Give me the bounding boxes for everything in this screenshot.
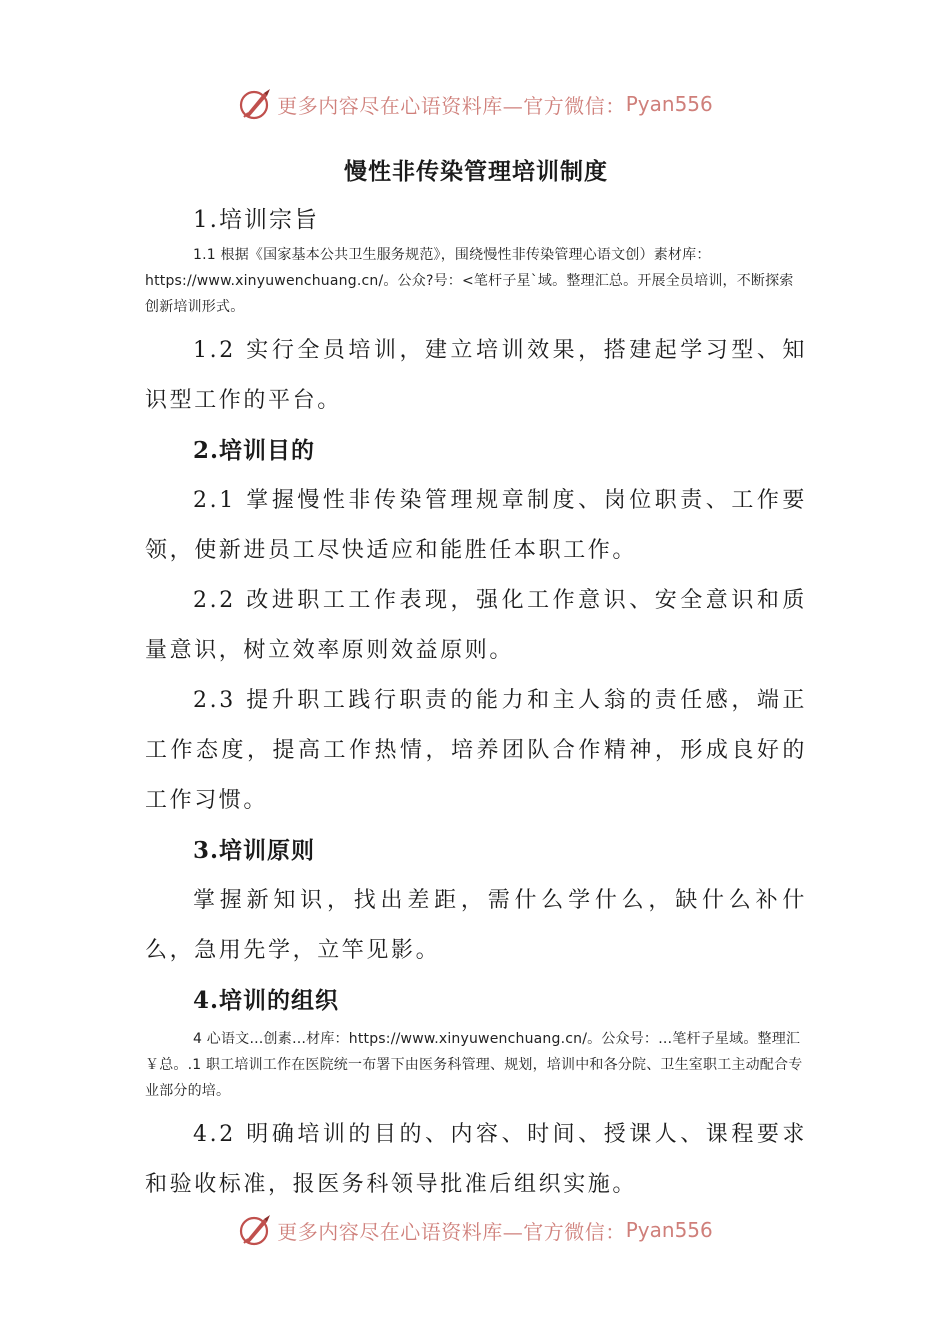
section-heading: 2.培训目的 — [193, 437, 316, 464]
paragraph: 2.3 提升职工践行职责的能力和主人翁的责任感，端正工作态度，提高工作热情，培养团队合作精神，形成良好的工作习惯。 — [145, 688, 807, 813]
document-body — [145, 150, 807, 1210]
paragraph: 1.2 实行全员培训，建立培训效果，搭建起学习型、知识型工作的平台。 — [145, 338, 807, 413]
section-heading: 1.培训宗旨 — [193, 207, 319, 233]
paragraph: 掌握新知识，找出差距，需什么学什么，缺什么补什么，急用先学，立竿见影。 — [145, 888, 807, 963]
paragraph: 2.2 改进职工工作表现，强化工作意识、安全意识和质量意识，树立效率原则效益原则。 — [145, 588, 807, 663]
section-heading: 3.培训原则 — [193, 837, 316, 864]
paragraph: 2.1 掌握慢性非传染管理规章制度、岗位职责、工作要领，使新进员工尽快适应和能胜任本职工作。 — [145, 488, 807, 563]
quill-pen-logo-icon — [237, 86, 273, 122]
document-title: 慢性非传染管理培训制度 — [344, 158, 608, 185]
footer-banner — [0, 1208, 950, 1252]
section-heading: 4.培训的组织 — [193, 987, 340, 1014]
header-banner — [0, 82, 950, 126]
paragraph: 4.2 明确培训的目的、内容、时间、授课人、课程要求和验收标准，报医务科领导批准后组织实施。 — [145, 1122, 807, 1197]
banner-wechat-id: Pyan556 — [625, 1218, 713, 1242]
quill-pen-logo-icon — [237, 1212, 273, 1248]
banner-text: 更多内容尽在心语资料库—官方微信： — [277, 93, 626, 118]
paragraph: 1.1 根据《国家基本公共卫生服务规范》，围绕慢性非传染管理心语文创）素材库：https://www.xinyuwenchuang.cn/。公众?号：<笔杆子星`域。整理汇总。开展全员培训，不断探索创新培训形式。 — [145, 247, 794, 315]
banner-text: 更多内容尽在心语资料库—官方微信： — [277, 1219, 626, 1244]
banner-wechat-id: Pyan556 — [625, 92, 713, 116]
paragraph: 4 心语文…创素…材库：https://www.xinyuwenchuang.cn/。公众号：…笔杆子星域。整理汇￥总。.1 职工培训工作在医院统一布署下由医务科管理、规划，培训中和各分院、卫生室职工主动配合专业部分的培。 — [145, 1031, 803, 1099]
